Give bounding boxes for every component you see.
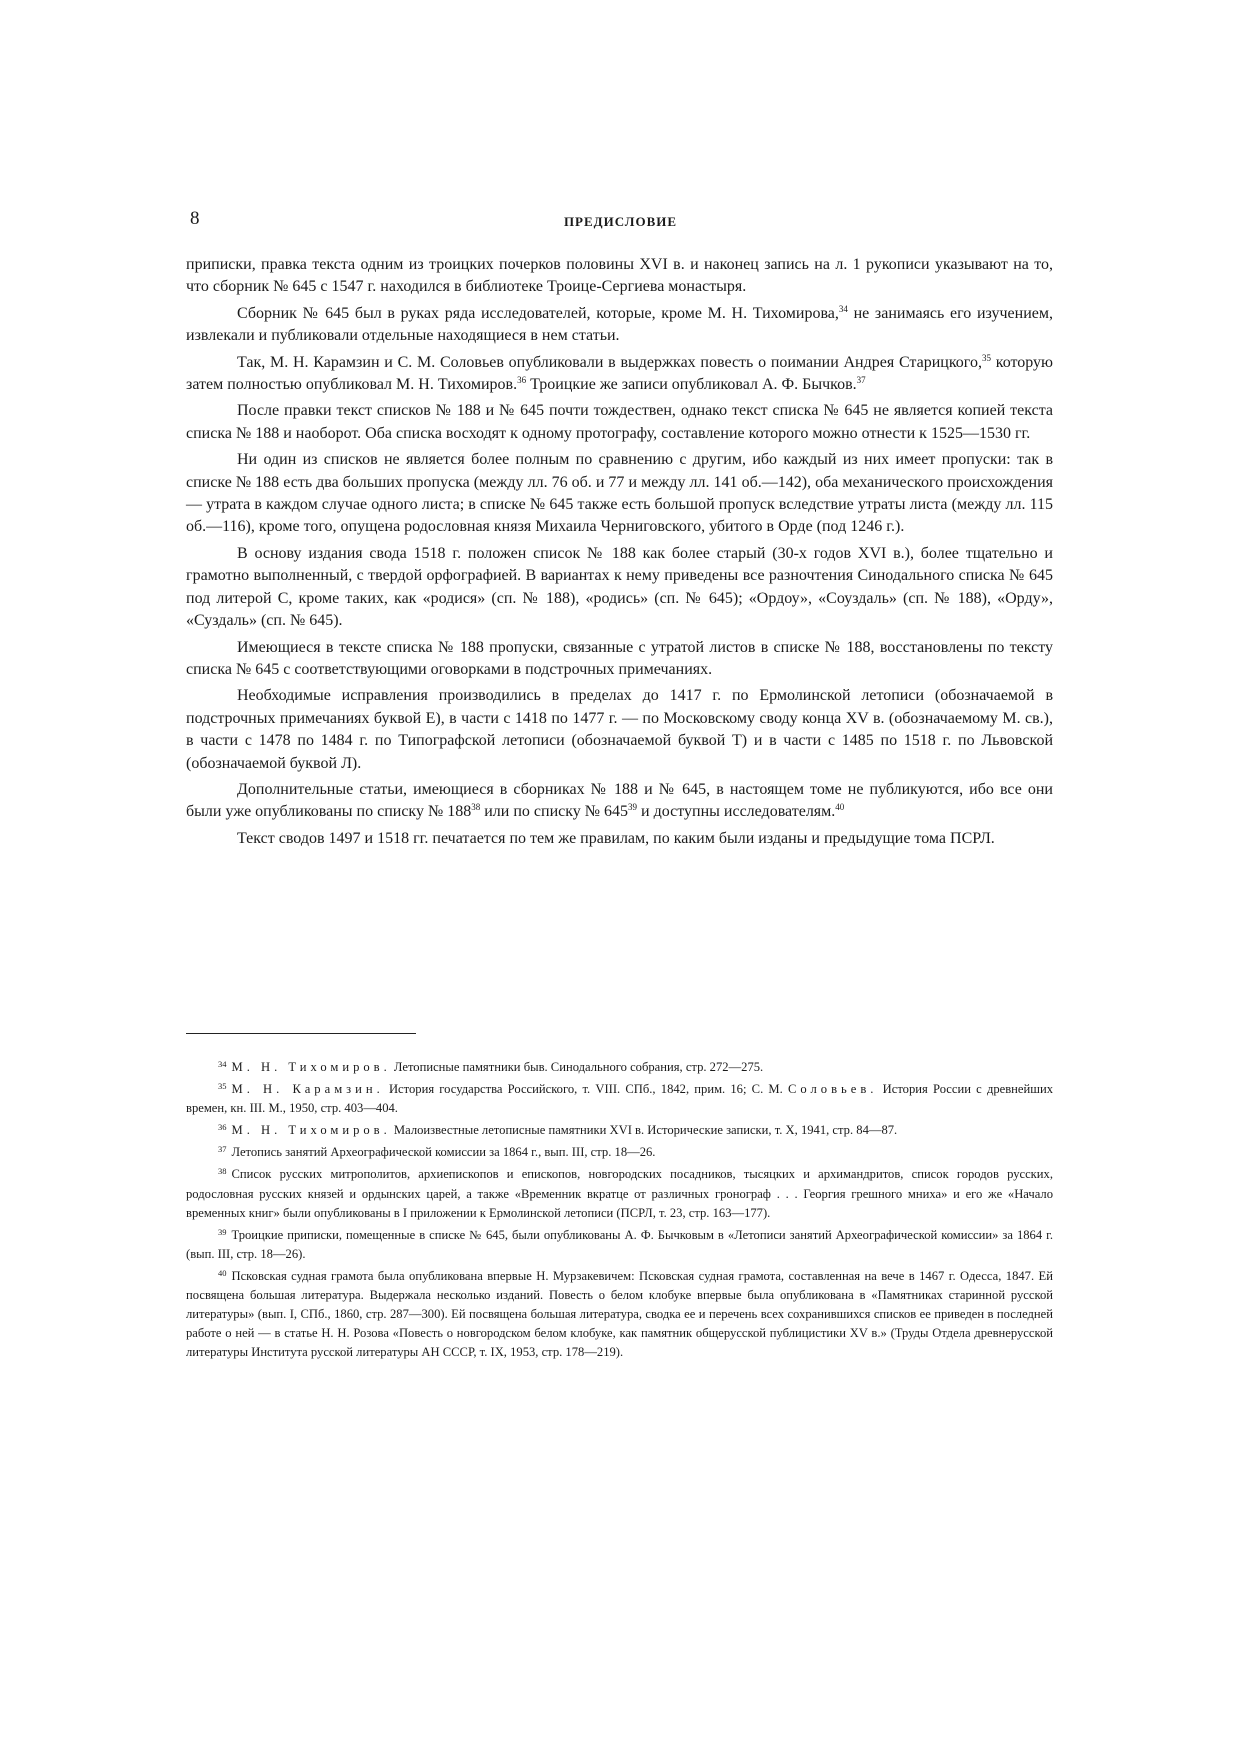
- footnote-number: 40: [218, 1267, 227, 1278]
- footnote-ref: 35: [981, 352, 991, 363]
- paragraph: Имеющиеся в тексте списка № 188 пропуски, связанные с утратой листов в списке № 188, восстановлены по тексту списка № 645 с соответствующими оговорками в подстрочных примечаниях.: [186, 638, 1053, 678]
- paragraph-text: Сборник № 645 был в руках ряда исследователей, которые, кроме М. Н. Тихомирова,: [237, 304, 839, 322]
- footnote-ref: 39: [628, 802, 638, 813]
- footnote-text: История России с древнейших времен, кн. III. М., 1950, стр. 403—404.: [186, 1082, 1053, 1116]
- paragraph-text: которую затем полностью опубликовал М. Н. Тихомиров.: [186, 353, 1054, 394]
- footnote: [186, 1140, 1053, 1162]
- footnote-text: Троицкие приписки, помещенные в списке № 645, были опубликованы А. Ф. Бычковым в «Летописи занятий Археографической комиссии» за 1864 г. (вып. III, стр. 18—26).: [186, 1227, 1053, 1261]
- footnote-divider: [186, 1033, 416, 1034]
- paragraph: После правки текст списков № 188 и № 645 почти тождествен, однако текст списка № 645 не является копией текста списка № 188 и наоборот. Оба списка восходят к одному протографу, составление которого можно отнести к 1525—1530 гг.: [186, 402, 1053, 442]
- footnote-text: Псковская судная грамота была опубликована впервые Н. Мурзакевичем: Псковская судная грамота, составленная на вече в 1467 г. Одесса, 1847. Ей посвящена большая литература. Выдержала несколько изданий. Повесть о белом клобуке впервые была опубликована в «Памятниках старинной русской литературы» (вып. I, СПб., 1860, стр. 287—300). Ей посвящена большая литература, сводка ее и перечень всех сохранившихся списков ее приведен в последней работе о ней — в статье Н. Н. Розова «Повесть о новгородском белом клобуке, как памятник общерусской публицистики XV в.» (Труды Отдела древнерусской литературы Института русской литературы АН СССР, т. IX, 1953, стр. 178—219).: [186, 1268, 1053, 1360]
- paragraph: [186, 352, 1053, 397]
- footnote-ref: 34: [838, 303, 848, 314]
- paragraph: Текст сводов 1497 и 1518 гг. печатается по тем же правилам, по каким были изданы и предыдущие тома ПСРЛ.: [237, 829, 995, 847]
- paragraph-text: Так, М. Н. Карамзин и С. М. Соловьев опубликовали в выдержках повесть о поимании Андрея Старицкого,: [237, 353, 982, 371]
- footnote-number: 34: [218, 1059, 227, 1069]
- footnote-number: 35: [218, 1081, 227, 1092]
- footnote-ref: 38: [471, 802, 481, 813]
- paragraph-text: и доступны исследователям.: [637, 803, 836, 821]
- footnote-author: М. Н. Тихомиров.: [231, 1123, 391, 1138]
- footnote: [186, 1162, 1053, 1222]
- footnote: [186, 1223, 1053, 1264]
- footnote-author: М. Н. Тихомиров.: [231, 1060, 391, 1074]
- paragraph: [186, 779, 1053, 824]
- paragraph-text: Дополнительные статьи, имеющиеся в сборниках № 188 и № 645, в настоящем томе не публикуются, ибо все они были уже опубликованы по списку № 188: [186, 780, 1053, 821]
- footnote-ref: 37: [856, 375, 866, 386]
- footnote-number: 38: [218, 1166, 227, 1177]
- footnote-number: 36: [218, 1122, 227, 1133]
- paragraph: В основу издания свода 1518 г. положен список № 188 как более старый (30-х годов XVI в.), более тщательно и грамотно выполненный, с твердой орфографией. В вариантах к нему приведены все разночтения Синодального списка № 645 под литерой С, кроме таких, как «родися» (сп. № 188), «родись» (сп. № 645); «Ордоу», «Соуздаль» (сп. № 188), «Орду», «Суздаль» (сп. № 645).: [186, 544, 1053, 630]
- footnote-text: Список русских митрополитов, архиепископов и епископов, новгородских посадников, тысяцких и архимандритов, список городов русских, родословная русских князей и ордынских царей, а также «Временник вкратце от различных гронограф . . . Георгия грешного мниха» и его же «Начало временных книг» были опубликованы в I приложении к Ермолинской летописи (ПСРЛ, т. 23, стр. 163—177).: [186, 1167, 1053, 1220]
- paragraph: приписки, правка текста одним из троицких почерков половины XVI в. и наконец запись на л. 1 рукописи указывают на то, что сборник № 645 с 1547 г. находился в библиотеке Троице-Сергиева монастыря.: [186, 256, 1053, 296]
- footnote: [186, 1118, 1053, 1140]
- page-number: 8: [190, 208, 200, 229]
- footnote-author: Соловьев.: [787, 1082, 878, 1097]
- footnote-number: 37: [218, 1144, 227, 1155]
- running-title: ПРЕДИСЛОВИЕ: [563, 214, 678, 229]
- footnote-text: История государства Российского, т. VIII. СПб., 1842, прим. 16; С. М.: [383, 1082, 788, 1097]
- footnote-number: 39: [218, 1226, 227, 1237]
- paragraph-text: или по списку № 645: [480, 803, 629, 821]
- paragraph-text: не занимаясь его изучением, извлекали и публиковали отдельные находящиеся в нем статьи.: [186, 304, 1053, 345]
- footnote-text: Летопись занятий Археографической комиссии за 1864 г., вып. III, стр. 18—26.: [231, 1145, 656, 1160]
- footnote: [186, 1055, 1053, 1077]
- paragraph: Необходимые исправления производились в пределах до 1417 г. по Ермолинской летописи (обозначаемой в подстрочных примечаниях буквой Е), в части с 1418 по 1477 г. — по Московскому своду конца XV в. (обозначаемому М. св.), в части с 1478 по 1484 г. по Типографской летописи (обозначаемой буквой Т) и в части с 1485 по 1518 г. по Львовской (обозначаемой буквой Л).: [186, 687, 1053, 772]
- paragraph-text: Троицкие же записи опубликовал А. Ф. Бычков.: [526, 376, 857, 394]
- footnote-ref: 36: [517, 375, 527, 386]
- footnote-author: М. Н. Карамзин.: [231, 1082, 384, 1097]
- paragraph: Ни один из списков не является более полным по сравнению с другим, ибо каждый из них имеет пропуски: так в списке № 188 есть два больших пропуска (между лл. 76 об. и 77 и между лл. 141 об.—142), оба механического происхождения — утрата в каждом случае одного листа; в списке № 645 также есть большой пропуск вследствие утраты листа (между лл. 115 об.—116), кроме того, опущена родословная князя Михаила Черниговского, убитого в Орде (под 1246 г.).: [186, 451, 1053, 536]
- footnote: [186, 1264, 1053, 1362]
- paragraph: [186, 303, 1053, 348]
- footnote: [186, 1077, 1053, 1118]
- main-text: [186, 254, 1053, 854]
- footnote-text: Малоизвестные летописные памятники XVI в. Исторические записки, т. X, 1941, стр. 84—87.: [390, 1123, 898, 1138]
- footnote-ref: 40: [835, 802, 845, 813]
- footnote-text: Летописные памятники быв. Синодального собрания, стр. 272—275.: [390, 1060, 764, 1074]
- footnotes: [186, 1055, 1053, 1362]
